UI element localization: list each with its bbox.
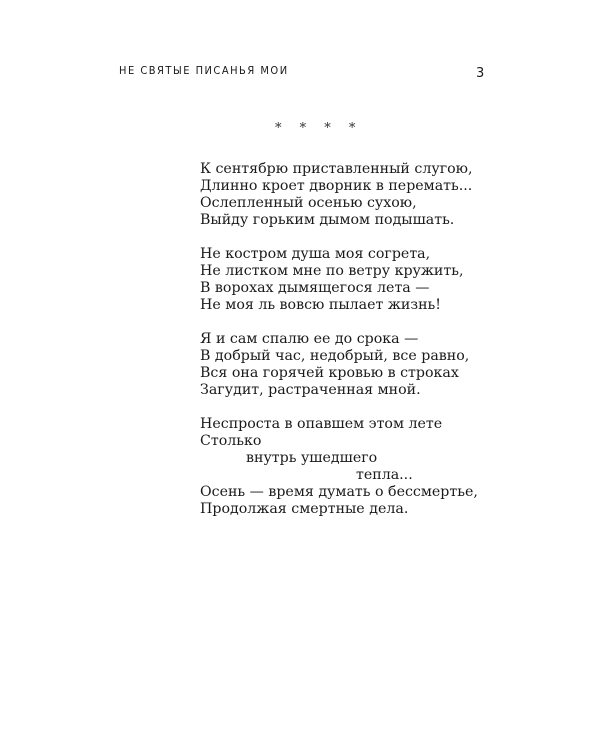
- poem-separator: * * * *: [275, 121, 363, 136]
- poem-line: Ослепленный осенью сухою,: [200, 195, 417, 211]
- poem-line: В добрый час, недобрый, все равно,: [200, 348, 470, 364]
- stanza: [200, 161, 478, 229]
- poem-line: В ворохах дымящегося лета —: [200, 280, 430, 296]
- poem-line: Не моя ль вовсю пылает жизнь!: [200, 297, 441, 313]
- poem: [200, 161, 478, 535]
- page-number: 3: [476, 66, 485, 81]
- poem-line: К сентябрю приставленный слугою,: [200, 161, 473, 177]
- poem-line: Я и сам спалю ее до срока —: [200, 331, 419, 347]
- poem-line: Неспроста в опавшем этом лете: [200, 416, 443, 432]
- poem-line: Вся она горячей кровью в строках: [200, 365, 459, 381]
- poem-line: Длинно кроет дворник в перемать...: [200, 178, 473, 194]
- poem-line: Осень — время думать о бессмертье,: [200, 484, 478, 500]
- running-head: НЕ СВЯТЫЕ ПИСАНЬЯ МОИ: [119, 64, 289, 77]
- poem-line: Загудит, растраченная мной.: [200, 382, 421, 398]
- poem-line: Выйду горьким дымом подышать.: [200, 212, 455, 228]
- stanza: [200, 416, 478, 518]
- poem-line: Не листком мне по ветру кружить,: [200, 263, 464, 279]
- stanza: [200, 246, 478, 314]
- poem-line: Продолжая смертные дела.: [200, 501, 409, 517]
- stanza: [200, 331, 478, 399]
- poem-line: Столько: [200, 433, 262, 449]
- poem-line: Не костром душа моя согрета,: [200, 246, 431, 262]
- poem-line-indented: тепла...: [356, 467, 413, 483]
- poem-line-indented: внутрь ушедшего: [246, 450, 378, 466]
